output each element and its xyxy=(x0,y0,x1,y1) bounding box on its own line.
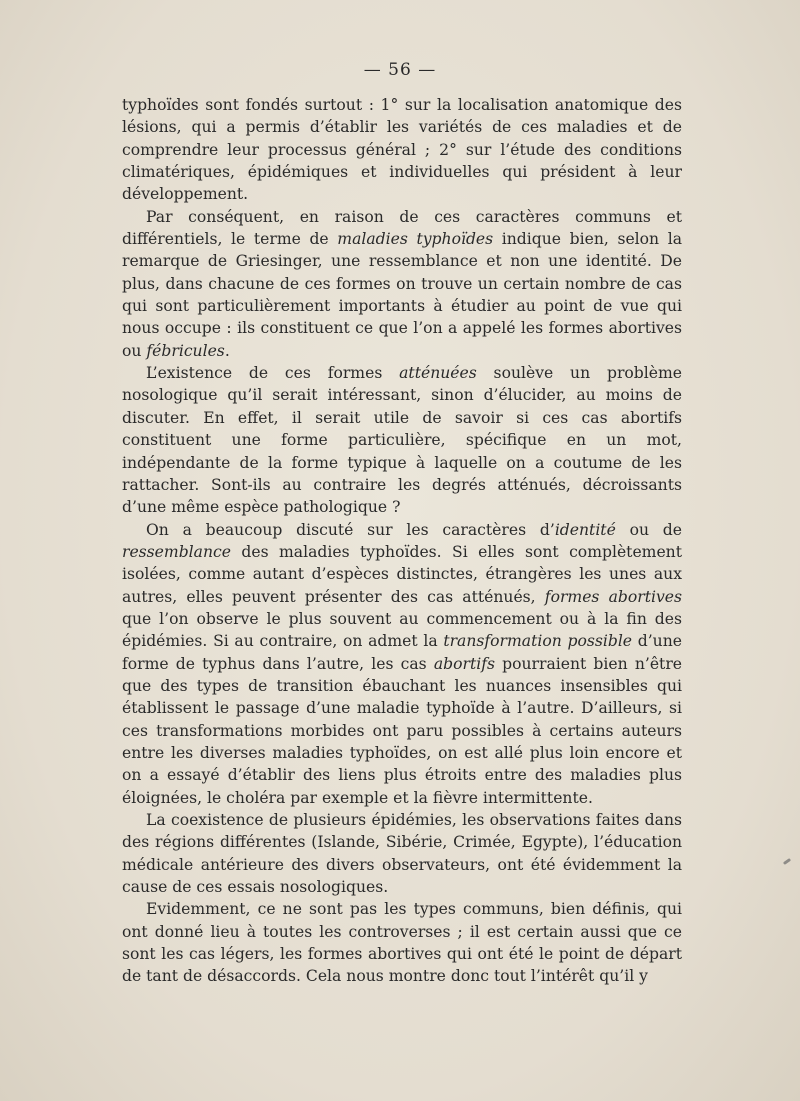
text-run: On a beaucoup discuté sur les caractères d’ xyxy=(146,520,555,539)
italic-run: fébricules xyxy=(146,341,225,360)
paragraph xyxy=(122,94,682,206)
paragraph xyxy=(122,898,682,987)
text-run: La coexistence de plusieurs épidémies, les observations faites dans des régions différentes (Islande, Sibérie, Crimée, Egypte), l’éducation médicale antérieure des divers observateurs, ont été évidemment la cause de ces essais nosologiques. xyxy=(122,811,682,897)
italic-run: atténuées xyxy=(399,364,477,383)
italic-run: formes abortives xyxy=(544,587,682,606)
text-run: indique bien, selon la remarque de Griesinger, une ressemblance et non une identité. De plus, dans chacune de ces formes on trouve un certain nombre de cas qui sont particulièrement importants à étudier au point de vue qui nous occupe : ils constituent ce que l’on a appelé les formes abortives ou xyxy=(122,230,682,360)
text-run: ou de xyxy=(615,520,682,539)
text-run: soulève un problème nosologique qu’il serait intéressant, sinon d’élucider, au moins de discuter. En effet, il serait utile de savoir si ces cas abortifs constituent une forme particulière, spécifique en un mot, indépendante de la forme typique à laquelle on a coutume de les rattacher. Sont-ils au contraire les degrés atténués, décroissants d’une même espèce pathologique ? xyxy=(122,364,682,517)
paragraph xyxy=(122,362,682,518)
text-run: Par conséquent, en raison de ces caractères communs et différentiels, le terme de xyxy=(122,207,682,249)
ink-mark xyxy=(783,858,791,865)
page-number: — 56 — xyxy=(363,60,437,80)
body-text xyxy=(122,94,682,988)
paragraph xyxy=(122,206,682,362)
text-run: Evidemment, ce ne sont pas les types communs, bien définis, qui ont donné lieu à toutes les controverses ; il est certain aussi que ce sont les cas légers, les formes abortives qui ont été le point de départ de tant de désaccords. Cela nous montre donc tout l’intérêt qu’il y xyxy=(122,900,682,986)
italic-run: identité xyxy=(554,520,616,539)
text-run: typhoïdes sont fondés surtout : 1° sur la localisation anatomique des lésions, qui a permis d’établir les variétés de ces maladies et de comprendre leur processus général ; 2° sur l’étude des conditions climatériques, épidémiques et individuelles qui président à leur développement. xyxy=(122,96,682,204)
text-run: d’une forme de typhus dans l’autre, les cas xyxy=(122,632,682,673)
text-run: pourraient bien n’être que des types de transition ébauchant les nuances insensibles qui établissent le passage d’une maladie typhoïde à l’autre. D’ailleurs, si ces transformations morbides ont paru possibles à certains auteurs entre les diverses maladies typhoïdes, on est allé plus loin encore et on a essayé d’établir des liens plus étroits entre des maladies plus éloignées, le choléra par exemple et la fièvre intermittente. xyxy=(122,654,683,807)
text-run: L’existence de ces formes xyxy=(146,364,400,383)
paragraph xyxy=(122,519,682,809)
italic-run: abortifs xyxy=(433,654,495,673)
text-run: des maladies typhoïdes. Si elles sont complètement isolées, comme autant d’espèces distinctes, étrangères les unes aux autres, elles peuvent présenter des cas atténués, xyxy=(122,542,682,606)
paragraph xyxy=(122,809,682,898)
text-run: . xyxy=(224,341,230,360)
italic-run: ressemblance xyxy=(122,542,231,561)
italic-run: maladies typhoïdes xyxy=(337,230,494,249)
italic-run: transformation possible xyxy=(443,632,633,651)
text-run: que l’on observe le plus souvent au commencement ou à la fin des épidémies. Si au contraire, on admet la xyxy=(122,609,682,651)
